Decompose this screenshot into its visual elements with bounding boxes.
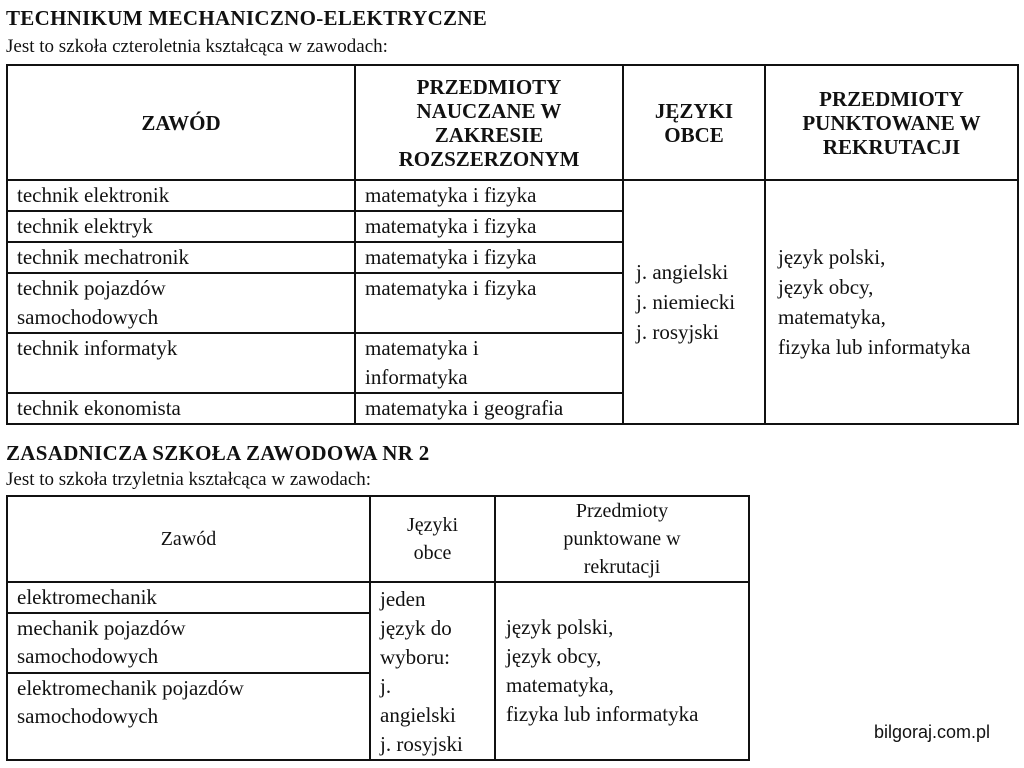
section2-subtitle: Jest to szkoła trzyletnia kształcąca w zawodach: [6,469,372,490]
header-przedmioty-punktowane: PRZEDMIOTY PUNKTOWANE W REKRUTACJI [765,65,1018,180]
header-przedmioty-rozszerzone: PRZEDMIOTY NAUCZANE W ZAKRESIE ROZSZERZONYM [355,65,623,180]
przedmioty-cell: matematyka i fizyka [355,211,623,242]
jezyki-obce-cell: jeden język do wyboru: j. angielski j. rosyjski [370,582,495,760]
table-row [7,582,749,613]
section1-subtitle: Jest to szkoła czteroletnia kształcąca w zawodach: [6,36,388,57]
zawod-cell: technik mechatronik [7,242,355,273]
header-zawod: Zawód [7,496,370,582]
zasadnicza-table [6,495,750,761]
header-przedmioty-punktowane: Przedmioty punktowane w rekrutacji [495,496,749,582]
przedmioty-cell: matematyka i geografia [355,393,623,424]
header-jezyki-obce: Języki obce [370,496,495,582]
table-row [7,180,1018,211]
przedmioty-punktowane-cell: język polski, język obcy, matematyka, fizyka lub informatyka [495,582,749,760]
zawod-cell: technik pojazdów samochodowych [7,273,355,333]
source-credit: bilgoraj.com.pl [873,722,990,742]
technikum-table [6,64,1019,425]
zawod-cell: elektromechanik [7,582,370,613]
section1-title: TECHNIKUM MECHANICZNO-ELEKTRYCZNE [6,6,488,30]
section2-title: ZASADNICZA SZKOŁA ZAWODOWA NR 2 [6,441,430,465]
header-zawod: ZAWÓD [7,65,355,180]
zawod-cell: technik elektronik [7,180,355,211]
zawod-cell: mechanik pojazdów samochodowych [7,613,370,673]
przedmioty-cell: matematyka i fizyka [355,180,623,211]
przedmioty-punktowane-cell: język polski, język obcy, matematyka, fizyka lub informatyka [765,180,1018,424]
jezyki-obce-cell: j. angielski j. niemiecki j. rosyjski [623,180,765,424]
zawod-cell: technik informatyk [7,333,355,393]
zawod-cell: elektromechanik pojazdów samochodowych [7,673,370,760]
zawod-cell: technik ekonomista [7,393,355,424]
zawod-cell: technik elektryk [7,211,355,242]
przedmioty-cell: matematyka i fizyka [355,273,623,333]
przedmioty-cell: matematyka i fizyka [355,242,623,273]
header-jezyki-obce: JĘZYKI OBCE [623,65,765,180]
przedmioty-cell: matematyka i informatyka [355,333,623,393]
